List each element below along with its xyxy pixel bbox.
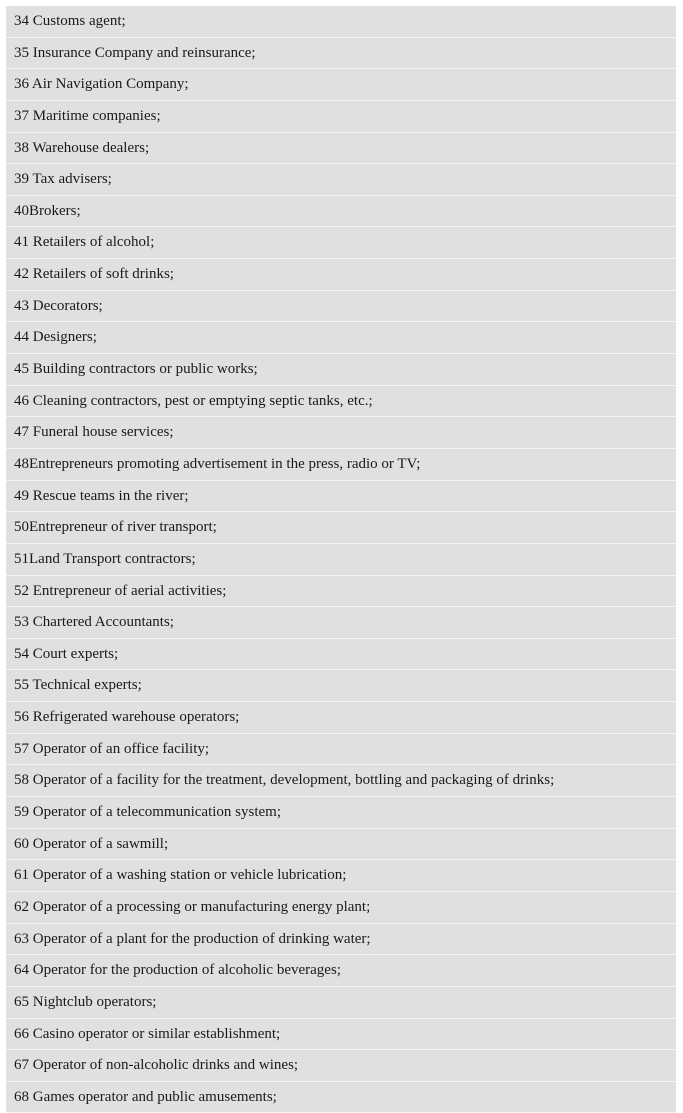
list-item: 44 Designers; <box>6 322 676 354</box>
list-item: 53 Chartered Accountants; <box>6 607 676 639</box>
list-item: 68 Games operator and public amusements; <box>6 1082 676 1113</box>
list-item: 58 Operator of a facility for the treatment, development, bottling and packaging of drinks; <box>6 765 676 797</box>
list-item: 67 Operator of non-alcoholic drinks and wines; <box>6 1050 676 1082</box>
list-item: 41 Retailers of alcohol; <box>6 227 676 259</box>
list-item: 36 Air Navigation Company; <box>6 69 676 101</box>
list-item: 66 Casino operator or similar establishment; <box>6 1019 676 1051</box>
list-item: 42 Retailers of soft drinks; <box>6 259 676 291</box>
list-item: 40Brokers; <box>6 196 676 228</box>
list-item: 46 Cleaning contractors, pest or emptying septic tanks, etc.; <box>6 386 676 418</box>
list-item: 56 Refrigerated warehouse operators; <box>6 702 676 734</box>
list-item: 45 Building contractors or public works; <box>6 354 676 386</box>
list-item: 61 Operator of a washing station or vehicle lubrication; <box>6 860 676 892</box>
list-item: 34 Customs agent; <box>6 6 676 38</box>
list-item: 39 Tax advisers; <box>6 164 676 196</box>
list-item: 50Entrepreneur of river transport; <box>6 512 676 544</box>
list-item: 60 Operator of a sawmill; <box>6 829 676 861</box>
list-item: 59 Operator of a telecommunication system; <box>6 797 676 829</box>
list-item: 48Entrepreneurs promoting advertisement in the press, radio or TV; <box>6 449 676 481</box>
list-item: 47 Funeral house services; <box>6 417 676 449</box>
activity-list <box>6 6 676 1113</box>
list-item: 35 Insurance Company and reinsurance; <box>6 38 676 70</box>
list-item: 49 Rescue teams in the river; <box>6 481 676 513</box>
list-item: 64 Operator for the production of alcoholic beverages; <box>6 955 676 987</box>
list-item: 51Land Transport contractors; <box>6 544 676 576</box>
list-item: 57 Operator of an office facility; <box>6 734 676 766</box>
list-item: 65 Nightclub operators; <box>6 987 676 1019</box>
list-item: 52 Entrepreneur of aerial activities; <box>6 576 676 608</box>
list-item: 37 Maritime companies; <box>6 101 676 133</box>
list-item: 63 Operator of a plant for the production of drinking water; <box>6 924 676 956</box>
list-item: 43 Decorators; <box>6 291 676 323</box>
list-item: 54 Court experts; <box>6 639 676 671</box>
list-item: 62 Operator of a processing or manufacturing energy plant; <box>6 892 676 924</box>
list-item: 55 Technical experts; <box>6 670 676 702</box>
list-item: 38 Warehouse dealers; <box>6 133 676 165</box>
